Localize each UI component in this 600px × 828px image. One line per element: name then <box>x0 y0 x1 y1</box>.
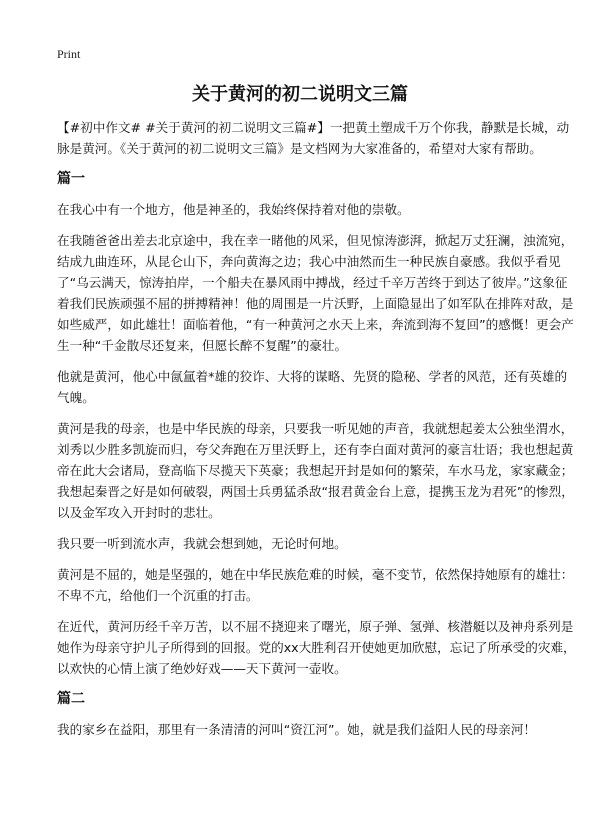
section-1-paragraph-4: 黄河是我的母亲，也是中华民族的母亲，只要我一听见她的声音，我就想起姜太公独坐渭水，刘秀以少胜多凯旋而归，夸父奔跑在万里沃野上，还有李白面对黄河的豪言壮语；我也想起黄帝在此大会诸局，登高临下尽揽天下英豪；我想起开封是如何的繁荣，车水马龙，家家藏金；我想起秦晋之好是如何破裂，两国士兵勇猛杀敌“报君黄金台上意，提携玉龙为君死”的惨烈，以及金军攻入开封时的悲壮。 <box>57 421 574 520</box>
section-heading-1: 篇一 <box>57 171 85 187</box>
section-heading-2: 篇二 <box>57 691 85 707</box>
section-1-paragraph-6: 黄河是不屈的，她是坚强的，她在中华民族危难的时候，毫不变节，依然保持她原有的雄壮：不卑不亢，给他们一个沉重的打击。 <box>57 567 574 603</box>
document-body <box>57 117 579 750</box>
section-2-paragraph-1: 我的家乡在益阳，那里有一条清清的河叫“资江河”。她，就是我们益阳人民的母亲河！ <box>57 722 537 737</box>
intro-paragraph: 【#初中作文# #关于黄河的初二说明文三篇#】一把黄土塑成千万个你我，静默是长城，动脉是黄河。《关于黄河的初二说明文三篇》是文档网为大家准备的，希望对大家有帮助。 <box>57 120 570 156</box>
section-1-paragraph-2: 在我随爸爸出差去北京途中，我在幸一睹他的风采，但见惊涛澎湃，掀起万丈狂澜，浊流宛，结成九曲连环，从昆仑山下，奔向黄海之边；我心中油然而生一种民族自豪感。我似乎看见了“乌云满天，惊涛拍岸，一个船夫在暴风雨中搏战，经过千辛万苦终于到达了彼岸。”这象征着我们民族顽强不屈的拼搏精神！他的周围是一片沃野，上面隐显出了如军队在排阵对敌，是如些威严，如此雄壮！面临着他，“有一种黄河之水天上来，奔流到海不复回”的感慨！更会产生一种“千金散尽还复来，但愿长醉不复醒”的豪壮。 <box>57 233 574 353</box>
section-1-paragraph-7: 在近代，黄河历经千辛万苦，以不屈不挠迎来了曙光，原子弹、氢弹、核潜艇以及神舟系列是她作为母亲守护儿子所得到的回报。党的xx大胜利召开使她更加欣慰，忘记了所承受的灾难，以欢快的心情上演了绝妙好戏——天下黄河一壶收。 <box>57 619 576 676</box>
print-label: Print <box>57 47 81 61</box>
section-1-paragraph-1: 在我心中有一个地方，他是神圣的，我始终保持着对他的崇敬。 <box>57 202 410 217</box>
section-1-paragraph-5: 我只要一听到流水声，我就会想到她，无论时何地。 <box>57 536 347 551</box>
section-1-paragraph-3: 他就是黄河，他心中氤氲着*雄的狡诈、大将的谋略、先贤的隐秘、学者的风范，还有英雄的气魄。 <box>57 369 568 405</box>
document-title: 关于黄河的初二说明文三篇 <box>192 84 408 105</box>
